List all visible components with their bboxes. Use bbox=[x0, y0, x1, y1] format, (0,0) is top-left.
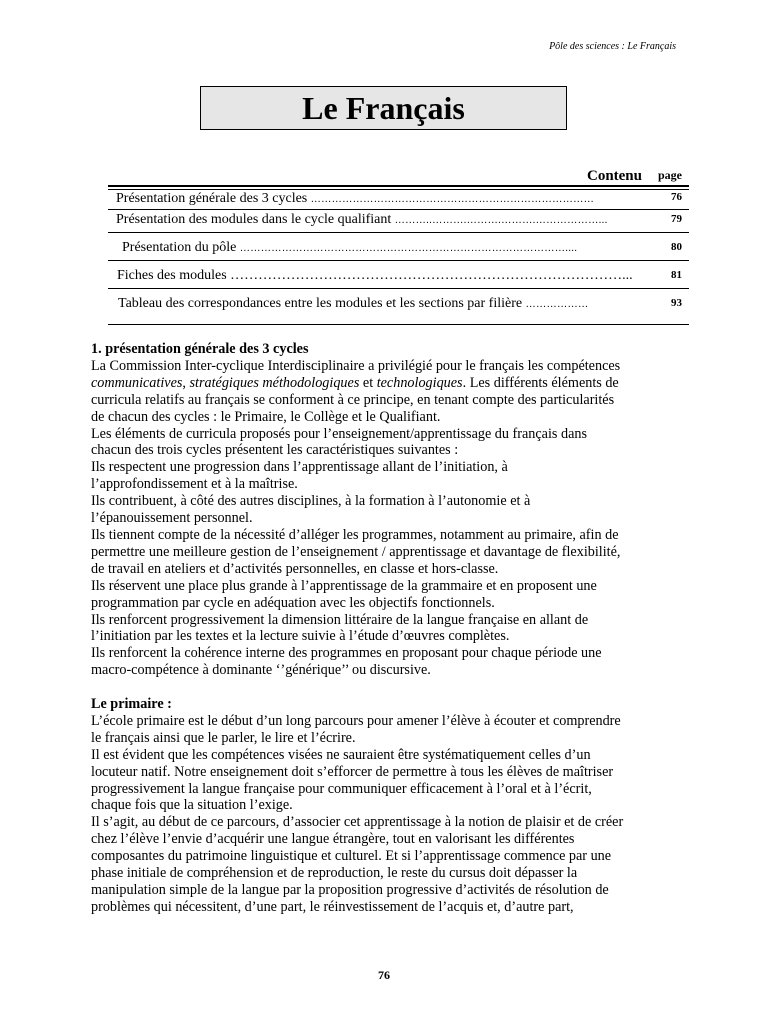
paragraph-line: Il s’agit, au début de ce parcours, d’associer cet apprentissage à la notion de plaisir et de créer bbox=[91, 814, 624, 831]
paragraph-line: chacun des trois cycles présentent les caractéristiques suivantes : bbox=[91, 442, 459, 459]
paragraph-line: chaque fois que la situation l’exige. bbox=[91, 797, 293, 814]
paragraph-line: l’initiation par les textes et la lecture suivie à l’étude d’œuvres complètes. bbox=[91, 628, 510, 645]
toc-row-label: Présentation générale des 3 cycles bbox=[116, 191, 308, 206]
paragraph-line: Ils respectent une progression dans l’apprentissage allant de l’initiation, à bbox=[91, 459, 508, 476]
emphasis: communicatives bbox=[91, 374, 183, 391]
paragraph-line: programmation par cycle en adéquation avec les objectifs fonctionnels. bbox=[91, 594, 495, 611]
text-fragment: . Les différents éléments de bbox=[462, 374, 619, 391]
paragraph-line: La Commission Inter-cyclique Interdisciplinaire a privilégié pour le français les compétences bbox=[91, 357, 621, 374]
paragraph-line: de travail en ateliers et d’activités personnelles, en classe et hors-classe. bbox=[91, 560, 499, 577]
running-header: Pôle des sciences : Le Français bbox=[549, 41, 676, 52]
toc-row-page: 80 bbox=[671, 241, 682, 253]
paragraph-line: Ils contribuent, à côté des autres disciplines, à la formation à l’autonomie et à bbox=[91, 493, 531, 510]
page-title: Le Français bbox=[302, 89, 465, 126]
toc-row bbox=[108, 260, 689, 289]
paragraph-line: permettre une meilleure gestion de l’enseignement / apprentissage et davantage de flexibilité, bbox=[91, 543, 621, 560]
toc-row-label: Présentation du pôle bbox=[122, 240, 237, 255]
toc-row bbox=[108, 209, 689, 233]
toc-row-dots: ……………… bbox=[525, 299, 589, 310]
paragraph-line: l’approfondissement et à la maîtrise. bbox=[91, 476, 298, 493]
toc-page-heading: page bbox=[658, 168, 682, 182]
paragraph-line: l’épanouissement personnel. bbox=[91, 510, 253, 527]
text-fragment: , bbox=[182, 374, 190, 391]
toc-row-dots: ………..……….……….……….………………... bbox=[394, 215, 608, 226]
toc-row-dots: ……………………………………………………………………… bbox=[310, 194, 595, 205]
paragraph-line: Il est évident que les compétences visées ne sauraient être systématiquement celles d’un bbox=[91, 746, 591, 763]
paragraph-line: progressivement la langue française pour communiquer efficacement à l’oral et à l’écrit, bbox=[91, 780, 592, 797]
toc-row-page: 93 bbox=[671, 297, 682, 309]
section-heading: 1. présentation générale des 3 cycles bbox=[91, 341, 309, 357]
emphasis: technologiques bbox=[376, 374, 463, 391]
toc-row-page: 79 bbox=[671, 213, 682, 225]
paragraph-line: Ils tiennent compte de la nécessité d’alléger les programmes, notamment au primaire, afin de bbox=[91, 526, 619, 543]
paragraph-line: problèmes qui nécessitent, d’une part, le réinvestissement de l’acquis et, d’autre part, bbox=[91, 898, 574, 915]
toc-row-dots: ………………………………………………………………………………….... bbox=[239, 243, 578, 254]
toc-row bbox=[108, 232, 689, 261]
paragraph-line: curricula relatifs au français se conforment à ce principe, en tenant compte des particularités bbox=[91, 391, 615, 408]
text-fragment: et bbox=[359, 374, 377, 391]
toc-row bbox=[108, 188, 689, 210]
toc-header bbox=[108, 168, 689, 186]
toc-row-page: 81 bbox=[671, 269, 682, 281]
body-text bbox=[91, 341, 691, 916]
paragraph-line: macro-compétence à dominante ‘’générique’’ ou discursive. bbox=[91, 662, 431, 679]
toc-row-label: Présentation des modules dans le cycle qualifiant bbox=[116, 212, 392, 227]
section-heading: Le primaire : bbox=[91, 696, 172, 713]
paragraph-line: de chacun des cycles : le Primaire, le Collège et le Qualifiant. bbox=[91, 408, 441, 425]
toc-row-label: Tableau des correspondances entre les modules et les sections par filière bbox=[118, 296, 523, 311]
emphasis: stratégiques méthodologiques bbox=[189, 374, 360, 391]
paragraph-line: le français ainsi que le parler, le lire et l’écrire. bbox=[91, 729, 356, 746]
paragraph-line: Ils renforcent progressivement la dimension littéraire de la langue française en allant de bbox=[91, 611, 589, 628]
toc-row-dots: …………………………………………………………………………... bbox=[230, 268, 633, 283]
paragraph-line: Ils réservent une place plus grande à l’apprentissage de la grammaire et en proposent une bbox=[91, 577, 597, 594]
paragraph-line-mixed bbox=[91, 375, 691, 392]
paragraph-line: manipulation simple de la langue par la proposition progressive d’activités de résolution de bbox=[91, 881, 609, 898]
page-number: 76 bbox=[378, 968, 390, 982]
title-box bbox=[200, 86, 567, 130]
paragraph-line: chez l’élève l’envie d’acquérir une langue étrangère, tout en valorisant les différentes bbox=[91, 831, 575, 848]
toc-row-page: 76 bbox=[671, 191, 682, 203]
paragraph-line: composantes du patrimoine linguistique et culturel. Et si l’apprentissage commence par une bbox=[91, 848, 612, 865]
paragraph-spacer bbox=[91, 679, 691, 696]
toc-row bbox=[108, 288, 689, 325]
paragraph-line: Ils renforcent la cohérence interne des programmes en proposant pour chaque période une bbox=[91, 645, 602, 662]
paragraph-line: phase initiale de compréhension et de reproduction, le reste du cursus doit dépasser la bbox=[91, 865, 578, 882]
paragraph-line: locuteur natif. Notre enseignement doit s’efforcer de permettre à tous les élèves de maîtriser bbox=[91, 763, 614, 780]
toc-row-label: Fiches des modules bbox=[117, 268, 227, 283]
paragraph-line: Les éléments de curricula proposés pour l’enseignement/apprentissage du français dans bbox=[91, 425, 587, 442]
paragraph-line: L’école primaire est le début d’un long parcours pour amener l’élève à écouter et comprendre bbox=[91, 712, 621, 729]
toc-contenu-heading: Contenu bbox=[586, 168, 642, 184]
